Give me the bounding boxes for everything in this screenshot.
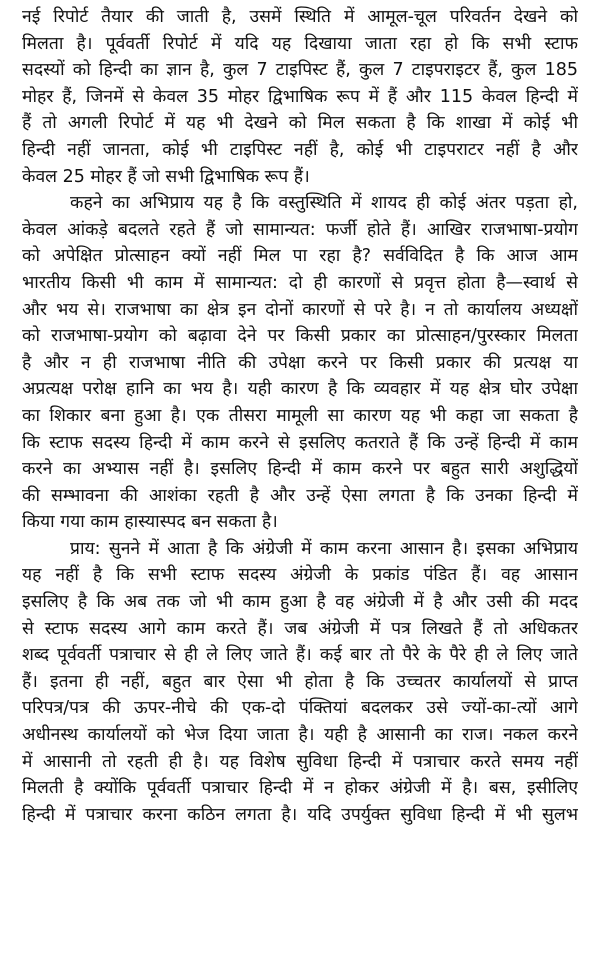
text-line: का शिकार बना हुआ है। एक तीसरा मामूली सा कारण यह भी कहा जा सकता है — [22, 405, 578, 426]
text-line: अप्रत्यक्ष परोक्ष हानि का भय है। यही कारण है कि व्यवहार में यह क्षेत्र घोर उपेक्षा — [22, 379, 578, 400]
text-line: अधीनस्थ कार्यालयों को भेज दिया जाता है। यही है आसानी का राज। नकल करने — [22, 725, 578, 746]
text-line: भारतीय किसी भी काम में सामान्यत: दो ही कारणों से प्रवृत्त होता है—स्वार्थ से — [22, 272, 578, 293]
paragraph — [22, 190, 578, 536]
text-line: शब्द पूर्ववर्ती पत्राचार से ही ले लिए जाते हैं। कई बार तो पैरे के पैरे ही ले लिए जाते — [22, 645, 578, 666]
paragraph — [22, 4, 578, 190]
text-line: में आसानी तो रहती ही है। यह विशेष सुविधा हिन्दी में पत्राचार करते समय नहीं — [22, 751, 578, 772]
text-line: इसलिए है कि अब तक जो भी काम हुआ है वह अंग्रेजी में है और उसी की मदद — [22, 592, 578, 613]
text-line: मिलती है क्योंकि पूर्ववर्ती पत्राचार हिन्दी में न होकर अंग्रेजी में है। बस, इसीलिए — [22, 778, 578, 799]
text-line: है और न ही राजभाषा नीति की उपेक्षा करने पर किसी प्रकार की प्रत्यक्ष या — [22, 352, 578, 373]
text-line: यह नहीं है कि सभी स्टाफ सदस्य अंग्रेजी के प्रकांड पंडित हैं। वह आसान — [22, 565, 578, 586]
text-line: मिलता है। पूर्ववर्ती रिपोर्ट में यदि यह दिखाया जाता रहा हो कि सभी स्टाफ — [22, 33, 578, 54]
text-line: कि स्टाफ सदस्य हिन्दी में काम करने से इसलिए कतराते हैं कि उन्हें हिन्दी में काम — [22, 432, 578, 453]
text-line: हैं। इतना ही नहीं, बहुत बार ऐसा भी होता है कि उच्चतर कार्यालयों से प्राप्त — [22, 671, 578, 692]
text-line: नई रिपोर्ट तैयार की जाती है, उसमें स्थिति में आमूल-चूल परिवर्तन देखने को — [22, 7, 578, 27]
text-line: किया गया काम हास्यास्पद बन सकता है। — [22, 512, 278, 533]
text-line: केवल आंकड़े बदलते रहते हैं जो सामान्यत: फर्जी होते हैं। आखिर राजभाषा-प्रयोग — [22, 219, 578, 240]
text-line: को राजभाषा-प्रयोग को बढ़ावा देने पर किसी प्रकार का प्रोत्साहन/पुरस्कार मिलता — [22, 326, 578, 347]
text-line: परिपत्र/पत्र की ऊपर-नीचे की एक-दो पंक्तियां बदलकर उसे ज्यों-का-त्यों आगे — [22, 698, 578, 719]
text-line: से स्टाफ सदस्य आगे काम करते हैं। जब अंग्रेजी में पत्र लिखते हैं तो अधिकतर — [22, 618, 578, 639]
text-line: कहने का अभिप्राय यह है कि वस्तुस्थिति में शायद ही कोई अंतर पड़ता हो, — [70, 193, 578, 214]
text-line: और भय से। राजभाषा का क्षेत्र इन दोनों कारणों से परे है। न तो कार्यालय अध्यक्षों — [22, 299, 578, 320]
document-page — [22, 4, 578, 828]
text-line: प्राय: सुनने में आता है कि अंग्रेजी में काम करना आसान है। इसका अभिप्राय — [70, 538, 578, 559]
text-line: हिन्दी नहीं जानता, कोई भी टाइपिस्ट नहीं है, कोई भी टाइपराटर नहीं है और — [22, 139, 578, 160]
text-line: की सम्भावना की आशंका रहती है और उन्हें ऐसा लगता है कि उनका हिन्दी में — [22, 485, 578, 506]
text-line: सदस्यों को हिन्दी का ज्ञान है, कुल 7 टाइपिस्ट हैं, कुल 7 टाइपराइटर हैं, कुल 185 — [22, 60, 578, 81]
text-line: हैं तो अगली रिपोर्ट में यह भी देखने को मिल सकता है कि शाखा में कोई भी — [22, 113, 578, 134]
text-line: करने का अभ्यास नहीं है। इसलिए हिन्दी में काम करने पर बहुत सारी अशुद्धियों — [22, 459, 578, 480]
paragraph — [22, 536, 578, 829]
text-line: को अपेक्षित प्रोत्साहन क्यों नहीं मिल पा रहा है? सर्वविदित है कि आज आम — [22, 246, 578, 267]
text-line: मोहर हैं, जिनमें से केवल 35 मोहर द्विभाषिक रूप में हैं और 115 केवल हिन्दी में — [22, 86, 578, 107]
text-line: केवल 25 मोहर हैं जो सभी द्विभाषिक रूप हैं। — [22, 166, 310, 187]
text-line: हिन्दी में पत्राचार करना कठिन लगता है। यदि उपर्युक्त सुविधा हिन्दी में भी सुलभ — [22, 804, 578, 825]
